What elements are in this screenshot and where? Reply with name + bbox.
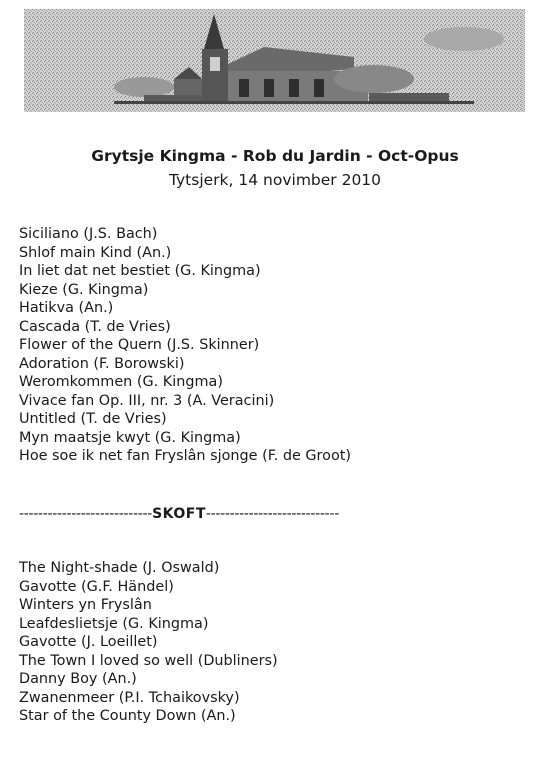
divider-dashes-left: ---------------------------- [19, 506, 153, 522]
program-item: Siciliano (J.S. Bach) [19, 226, 158, 242]
program-item: Flower of the Quern (J.S. Skinner) [19, 337, 260, 353]
program-item: Star of the County Down (An.) [19, 708, 236, 724]
church-banner-image [24, 9, 525, 112]
program-item: Winters yn Fryslân [19, 597, 152, 613]
program-item: Zwanenmeer (P.I. Tchaikovsky) [19, 689, 240, 706]
program-item: Hoe soe ik net fan Fryslân sjonge (F. de Groot) [19, 448, 352, 464]
program-item: Kieze (G. Kingma) [19, 281, 149, 298]
program-item: Myn maatsje kwyt (G. Kingma) [19, 429, 241, 446]
program-item: The Night-shade (J. Oswald) [19, 560, 220, 576]
program-item: Hatikva (An.) [19, 300, 114, 316]
program-item: Untitled (T. de Vries) [19, 411, 167, 427]
program-item: Weromkommen (G. Kingma) [19, 374, 223, 390]
program-list-part-2 [19, 559, 278, 726]
divider-dashes-right: ---------------------------- [205, 506, 339, 522]
program-item: Gavotte (G.F. Händel) [19, 578, 174, 595]
program-list-part-1 [19, 225, 351, 466]
program-item: Leafdeslietsje (G. Kingma) [19, 615, 209, 632]
program-item: Danny Boy (An.) [19, 671, 137, 687]
church-drawing [24, 9, 525, 112]
program-item: In liet dat net bestiet (G. Kingma) [19, 263, 261, 279]
concert-title: Grytsje Kingma - Rob du Jardin - Oct-Opus [91, 147, 459, 165]
intermission-divider [19, 506, 339, 522]
concert-location-date: Tytsjerk, 14 novimber 2010 [168, 171, 382, 189]
program-item: Gavotte (J. Loeillet) [19, 634, 158, 650]
program-item: Adoration (F. Borowski) [19, 355, 185, 372]
program-item: Vivace fan Op. III, nr. 3 (A. Veracini) [19, 392, 275, 409]
intermission-label: SKOFT [152, 506, 206, 522]
program-item: Shlof main Kind (An.) [19, 244, 172, 261]
program-item: The Town I loved so well (Dubliners) [19, 652, 278, 669]
program-item: Cascada (T. de Vries) [19, 318, 171, 335]
